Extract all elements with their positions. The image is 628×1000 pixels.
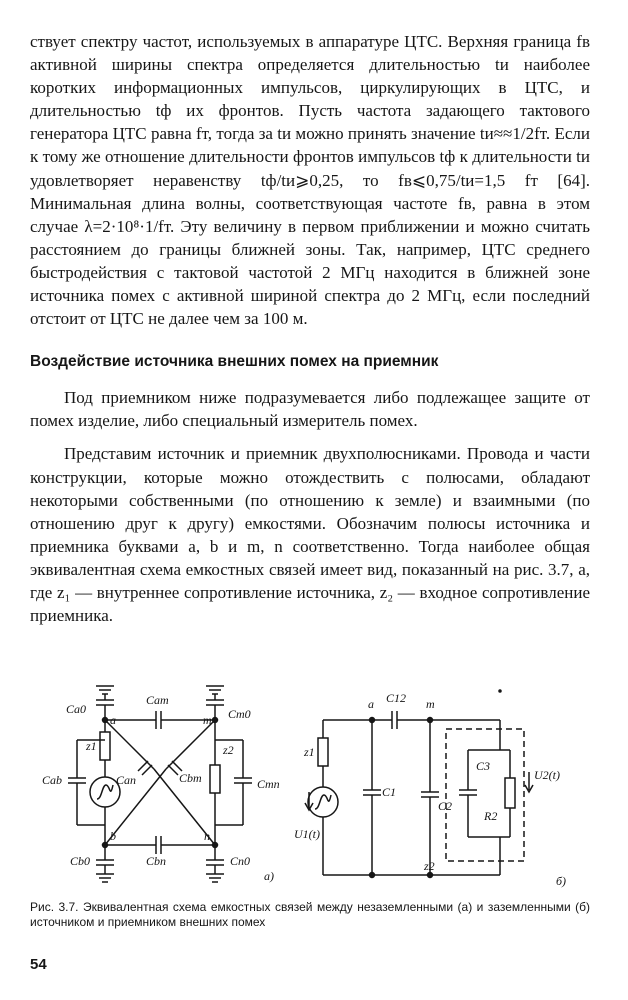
speck-mark: [499, 690, 501, 692]
receiver-shield-dashed-box: [446, 729, 524, 861]
resistor-z1: [100, 732, 110, 760]
label-cab: Cab: [42, 773, 63, 787]
diagram-a: [42, 686, 280, 883]
label-node-m: m: [203, 713, 212, 727]
resistor-z2: [210, 765, 220, 793]
label-cmn: Cmn: [257, 777, 280, 791]
label-ca0: Ca0: [66, 702, 87, 716]
label-c1: C1: [382, 785, 397, 799]
label-z1: z1: [304, 745, 315, 759]
figure-caption: Рис. 3.7. Эквивалентная схема емкостных связей между незаземленными (а) и заземленными (б) источником и приемником внешних помех: [30, 900, 590, 929]
paragraph-receiver-definition: Под приемником ниже подразумевается либо подлежащее защите от помех изделие, либо специальный измеритель помех.: [30, 388, 590, 431]
label-cn0: Cn0: [230, 854, 251, 868]
label-node-a: a: [110, 713, 116, 727]
label-cbn: Cbn: [146, 854, 167, 868]
circuit-diagrams: [30, 680, 590, 895]
paragraph-spectrum: ствует спектру частот, используемых в аппаратуре ЦТС. Верхняя граница fв активной ширины спектра определяется длительностью tи наиболее коротких информационных импульсов, циркулирующих в ЦТС, и длительностью tф их фронтов. Пусть частота задающего тактового генератора ЦТС равна fт, тогда за tи можно принять значение tи≈≈1/2fт. Если к тому же отношение длительности фронтов импульсов tф к длительности tи удовлетворяет неравенству tф/tи⩾0,25, то fв⩽0,75/tи=1,5 fт [64]. Минимальная длина волны, соответствующая частоте fв, равна в этом случае λ=2·10⁸·1/fт. Эту величину в первом приближении и можно считать расстоянием до границы ближней зоны. Так, например, ЦТС среднего быстродействия с тактовой частотой 2 МГц находится в ближней зоне источника помех с активной шириной спектра до 2 МГц, если последний отстоит от ЦТС не далее чем за 100 м.: [30, 32, 590, 329]
label-node-m: m: [426, 697, 435, 711]
label-cm0: Cm0: [228, 707, 251, 721]
label-c12: C12: [386, 691, 407, 705]
label-node-b: b: [110, 829, 116, 843]
label-can: Can: [116, 773, 137, 787]
label-cb0: Cb0: [70, 854, 91, 868]
label-c3: C3: [476, 759, 491, 773]
source-generator-icon: [308, 787, 338, 817]
label-z2: z2: [223, 743, 234, 757]
ground-symbol-m0: [206, 686, 224, 700]
ground-symbol-n0: [206, 874, 224, 882]
label-node-a: a: [368, 697, 374, 711]
node-m-dot: [428, 718, 433, 723]
label-panel-a: а): [264, 869, 274, 883]
label-node-n: n: [204, 829, 210, 843]
paragraph-two-terminal-model: Представим источник и приемник двухполюсниками. Провода и части конструкции, которые можно отождествить с полюсами, обладают некоторыми собственными (по отношению к земле) и взаимными (по отношению друг к другу) емкостями. Обозначим полюсы источника и приемника буквами a, b и m, n соответственно. Тогда наиболее общая эквивалентная схема емкостных связей имеет вид, показанный на рис. 3.7, a, где z₁ — внутреннее сопротивление источника, z₂ — входное сопротивление приемника.: [30, 444, 590, 626]
node-ground-a-dot: [370, 873, 375, 878]
label-u1: U1(t): [294, 827, 320, 841]
node-a-dot: [370, 718, 375, 723]
label-cbm: Cbm: [179, 771, 202, 785]
diagram-b: [294, 690, 566, 888]
sine-wave-icon: [97, 785, 113, 799]
figure-3-7: [30, 680, 590, 895]
node-a-dot: [103, 718, 108, 723]
label-panel-b: б): [556, 874, 567, 888]
section-heading: Воздействие источника внешних помех на приемник: [30, 353, 439, 371]
text-block: [30, 30, 590, 627]
label-z2: z2: [424, 859, 435, 873]
label-c2: C2: [438, 799, 453, 813]
ground-symbol-a0: [96, 686, 114, 700]
node-ground-m-dot: [428, 873, 433, 878]
ground-symbol-b0: [96, 874, 114, 882]
resistor-z1: [318, 738, 328, 766]
label-u2: U2(t): [534, 768, 560, 782]
label-z1: z1: [86, 739, 97, 753]
label-r2: R2: [484, 809, 498, 823]
label-cam: Cam: [146, 693, 169, 707]
sine-wave-icon: [315, 795, 331, 809]
page-number: 54: [30, 956, 47, 973]
node-m-dot: [213, 718, 218, 723]
resistor-r2: [505, 778, 515, 808]
